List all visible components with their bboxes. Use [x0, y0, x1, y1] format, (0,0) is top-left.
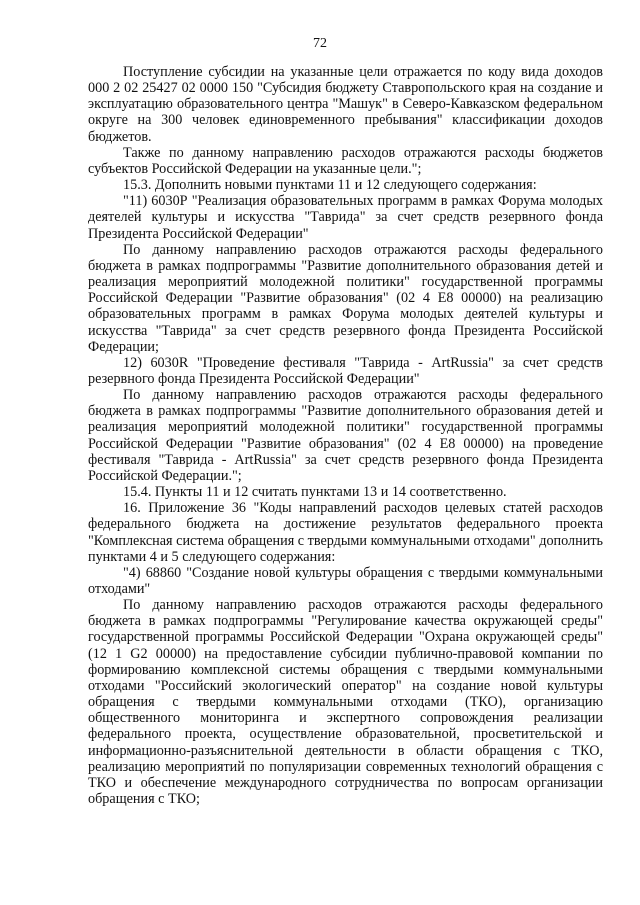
paragraph-item-16: 16. Приложение 36 "Коды направлений расходов целевых статей расходов федерального бюджета на достижение результатов федерального проекта "Комплексная система обращения с твердыми коммунальными отходами" дополнить пунктами 4 и 5 следующего содержания:: [88, 500, 603, 565]
document-body: [88, 64, 603, 807]
paragraph-regional-expenses: Также по данному направлению расходов отражаются расходы бюджетов субъектов Российской Федерации на указанные цели.";: [88, 144, 603, 177]
paragraph-subsidy-income-code: Поступление субсидии на указанные цели отражается по коду вида доходов 000 2 02 25427 02 0000 150 "Субсидия бюджету Ставропольского края на создание и эксплуатацию образовательного центра "Машук" в Северо-Кавказском федеральном округе на 300 человек единовременного пребывания" классификации доходов бюджетов.: [88, 64, 603, 145]
paragraph-point-12: 12) 6030R "Проведение фестиваля "Таврида - ArtRussia" за счет средств резервного фонда Президента Российской Федерации": [88, 354, 603, 387]
paragraph-item-15-3: 15.3. Дополнить новыми пунктами 11 и 12 следующего содержания:: [123, 177, 537, 194]
page-number: 72: [313, 36, 327, 51]
paragraph-item-15-4: 15.4. Пункты 11 и 12 считать пунктами 13 и 14 соответственно.: [123, 484, 507, 501]
paragraph-point-11-description: По данному направлению расходов отражаются расходы федерального бюджета в рамках подпрограммы "Развитие дополнительного образования детей и реализация мероприятий молодежной политики" государственной программы Российской Федерации "Развитие образования" (02 4 Е8 00000) на реализацию образовательных программ в рамках Форума молодых деятелей культуры и искусства "Таврида" за счет средств резервного фонда Президента Российской Федерации;: [88, 241, 603, 355]
paragraph-point-11: "11) 6030Р "Реализация образовательных программ в рамках Форума молодых деятелей культуры и искусства "Таврида" за счет средств резервного фонда Президента Российской Федерации": [88, 193, 603, 242]
paragraph-point-4-description: По данному направлению расходов отражаются расходы федерального бюджета в рамках подпрограммы "Регулирование качества окружающей среды" государственной программы Российской Федерации "Охрана окружающей среды" (12 1 G2 00000) на предоставление субсидии публично-правовой компании по формированию комплексной системы обращения с твердыми коммунальными отходами "Российский экологический оператор" на создание новой культуры обращения с твердыми коммунальными отходами (ТКО), организацию общественного мониторинга и экспертного сопровождения реализации федерального проекта, осуществление образовательной, просветительской и информационно-разъяснительной деятельности в области обращения с ТКО, реализацию мероприятий по популяризации современных технологий обращения с ТКО и обеспечение международного сотрудничества по вопросам организации обращения с ТКО;: [88, 597, 603, 808]
paragraph-point-4: "4) 68860 "Создание новой культуры обращения с твердыми коммунальными отходами": [88, 564, 603, 597]
paragraph-point-12-description: По данному направлению расходов отражаются расходы федерального бюджета в рамках подпрограммы "Развитие дополнительного образования детей и реализация мероприятий молодежной политики" государственной программы Российской Федерации "Развитие образования" (02 4 Е8 00000) на проведение фестиваля "Таврида - ArtRussia" за счет средств резервного фонда Президента Российской Федерации.";: [88, 387, 603, 484]
